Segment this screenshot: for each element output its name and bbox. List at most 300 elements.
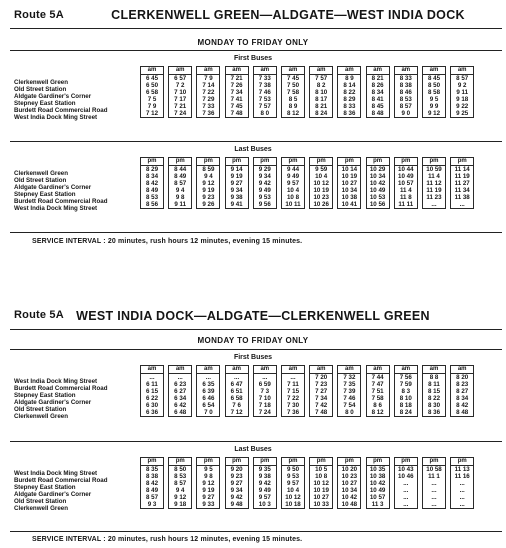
departure-time: 10 53 (369, 194, 386, 201)
last-buses-heading: Last Buses (234, 446, 272, 453)
departure-time: ... (290, 374, 296, 381)
am-pm-label: pm (254, 158, 276, 166)
departure-time: 7 57 (315, 75, 328, 82)
departure-time: 8 12 (286, 110, 300, 117)
departure-time: 9 57 (286, 180, 300, 187)
departure-time: 9 42 (258, 180, 271, 187)
stop-name: Burdett Road Commercial Road (14, 198, 108, 205)
departure-time: 9 14 (230, 166, 243, 173)
stop-name: West India Dock Ming Street (14, 470, 98, 477)
departure-time: 9 42 (258, 480, 271, 487)
departure-time: 8 22 (427, 395, 441, 402)
departure-time: 9 19 (202, 487, 215, 494)
departure-time: 7 46 (258, 89, 271, 96)
departure-time: 7 10 (258, 395, 271, 402)
time-column (281, 457, 305, 509)
stop-name: Stepney East Station (14, 392, 76, 399)
departure-time: 8 57 (174, 180, 187, 187)
departure-time: 8 53 (399, 96, 412, 103)
departure-time: 10 41 (341, 201, 358, 208)
departure-time: 8 57 (456, 75, 469, 82)
departure-time: 7 34 (230, 89, 243, 96)
departure-time: 9 22 (456, 103, 469, 110)
departure-time: 10 35 (369, 466, 386, 473)
departure-time: 7 35 (343, 381, 356, 388)
departure-time: 11 3 (371, 501, 384, 508)
departure-time: 8 29 (343, 96, 356, 103)
departure-time: 10 11 (285, 201, 301, 208)
am-pm-label: am (395, 366, 417, 374)
time-column (366, 66, 390, 118)
time-column (225, 157, 249, 209)
departure-time: 7 51 (371, 388, 384, 395)
departure-time: 7 14 (202, 82, 215, 89)
departure-time: 8 45 (427, 75, 441, 82)
time-column (422, 66, 446, 118)
departure-time: 7 33 (202, 103, 215, 110)
departure-time: 7 48 (315, 409, 328, 416)
stop-name: Burdett Road Commercial Road (14, 477, 108, 484)
departure-time: 8 15 (427, 388, 441, 395)
time-column (253, 66, 277, 118)
divider (10, 28, 502, 29)
am-pm-label: am (395, 67, 417, 75)
departure-time: 8 9 (288, 103, 298, 110)
departure-time: 6 36 (145, 409, 159, 416)
departure-time: ... (403, 480, 409, 487)
am-pm-label: pm (141, 458, 163, 466)
departure-time: 9 2 (457, 82, 467, 89)
time-column (168, 365, 192, 417)
departure-time: 8 45 (371, 103, 384, 110)
stop-name: Clerkenwell Green (14, 79, 68, 86)
am-pm-label: am (282, 67, 304, 75)
am-pm-label: am (451, 366, 473, 374)
time-column (225, 365, 249, 417)
departure-time: 8 30 (427, 402, 441, 409)
time-column (168, 457, 192, 509)
departure-time: 10 59 (426, 166, 442, 173)
departure-time: ... (403, 487, 409, 494)
departure-time: 7 41 (230, 96, 243, 103)
am-pm-label: pm (282, 158, 304, 166)
departure-time: ... (459, 494, 465, 501)
departure-time: 8 49 (174, 173, 187, 180)
departure-time: 7 36 (286, 409, 300, 416)
stop-list (14, 79, 140, 121)
departure-time: 8 27 (456, 388, 469, 395)
departure-time: ... (431, 201, 437, 208)
departure-time: ... (177, 374, 183, 381)
departure-time: 8 41 (371, 96, 384, 103)
time-column (225, 457, 249, 509)
departure-time: 7 3 (260, 388, 270, 395)
stop-name: Stepney East Station (14, 100, 76, 107)
stop-name: Stepney East Station (14, 191, 76, 198)
departure-time: 9 4 (175, 187, 185, 194)
departure-time: ... (459, 501, 465, 508)
am-pm-label: am (451, 67, 473, 75)
am-pm-label: pm (197, 458, 219, 466)
departure-time: 9 20 (230, 466, 243, 473)
departure-time: 9 49 (286, 173, 300, 180)
departure-time: 6 59 (258, 381, 271, 388)
time-column (450, 66, 474, 118)
departure-time: 8 58 (427, 89, 441, 96)
departure-time: 6 30 (145, 402, 159, 409)
departure-time: 6 57 (174, 75, 187, 82)
departure-time: 11 14 (454, 166, 470, 173)
departure-time: ... (149, 374, 155, 381)
departure-time: 9 11 (174, 201, 187, 208)
departure-time: 11 34 (454, 187, 470, 194)
departure-time: 8 56 (145, 201, 159, 208)
departure-time: 9 50 (286, 466, 300, 473)
time-column (168, 66, 192, 118)
departure-time: 9 25 (456, 110, 469, 117)
departure-time: 7 36 (202, 110, 215, 117)
departure-time: 7 29 (202, 96, 215, 103)
departure-time: 11 1 (428, 473, 440, 480)
departure-time: 9 56 (258, 201, 271, 208)
stop-name: Stepney East Station (14, 484, 76, 491)
departure-time: 9 9 (429, 103, 439, 110)
route-title: WEST INDIA DOCK—ALDGATE—CLERKENWELL GREEN (76, 309, 430, 323)
departure-time: 8 34 (456, 395, 469, 402)
departure-time: 8 42 (145, 480, 159, 487)
departure-time: 9 57 (258, 494, 271, 501)
departure-time: 9 53 (286, 473, 300, 480)
departure-time: 7 12 (145, 110, 159, 117)
am-pm-label: am (338, 366, 360, 374)
am-pm-label: pm (395, 458, 417, 466)
time-column (394, 157, 418, 209)
departure-time: ... (431, 487, 437, 494)
departure-time: 8 50 (174, 466, 187, 473)
departure-time: 7 12 (230, 409, 243, 416)
divider (10, 349, 502, 350)
departure-time: 8 57 (174, 480, 187, 487)
departure-time: 6 39 (202, 388, 215, 395)
departure-time: 9 19 (230, 173, 243, 180)
am-pm-label: pm (310, 458, 332, 466)
divider (10, 232, 502, 233)
am-pm-label: pm (226, 458, 248, 466)
departure-time: ... (459, 480, 465, 487)
divider (10, 329, 502, 330)
days-label: MONDAY TO FRIDAY ONLY (197, 336, 309, 345)
departure-time: 10 8 (286, 194, 300, 201)
departure-time: ... (234, 374, 240, 381)
departure-time: 10 44 (398, 166, 414, 173)
departure-time: 10 27 (313, 494, 329, 501)
time-column (337, 365, 361, 417)
departure-time: 8 2 (316, 82, 326, 89)
departure-time: 10 8 (315, 473, 328, 480)
departure-time: 9 5 (204, 466, 213, 473)
departure-time: 11 13 (454, 466, 470, 473)
departure-time: 9 0 (401, 110, 411, 117)
departure-time: 6 27 (174, 388, 187, 395)
departure-time: 7 2 (175, 82, 185, 89)
departure-time: 9 38 (230, 194, 243, 201)
departure-time: 10 57 (398, 180, 414, 187)
time-column (196, 457, 220, 509)
time-column (450, 157, 474, 209)
departure-time: 7 54 (343, 402, 356, 409)
stop-name: Clerkenwell Green (14, 505, 68, 512)
departure-time: 8 10 (399, 395, 412, 402)
departure-time: 7 9 (204, 75, 213, 82)
stop-name: Clerkenwell Green (14, 170, 68, 177)
departure-time: 8 35 (145, 466, 159, 473)
departure-time: 10 49 (369, 487, 386, 494)
departure-time: 11 4 (399, 187, 412, 194)
departure-time: 7 34 (315, 395, 328, 402)
departure-time: 7 45 (230, 103, 243, 110)
departure-time: 8 22 (343, 89, 356, 96)
am-pm-label: pm (367, 458, 389, 466)
departure-time: 6 48 (174, 409, 187, 416)
time-column (253, 457, 277, 509)
departure-time: 8 24 (315, 110, 328, 117)
departure-time: 10 56 (369, 201, 386, 208)
departure-time: 7 11 (287, 381, 299, 388)
time-column (422, 457, 446, 509)
time-column (337, 157, 361, 209)
departure-time: 8 57 (399, 103, 412, 110)
departure-time: 8 50 (427, 82, 441, 89)
departure-time: 7 18 (258, 402, 271, 409)
stop-name: Clerkenwell Green (14, 413, 68, 420)
route-label: Route 5A (14, 9, 64, 21)
departure-time: 9 27 (230, 480, 243, 487)
departure-time: 9 49 (258, 487, 271, 494)
am-pm-label: am (367, 366, 389, 374)
am-pm-label: pm (197, 158, 219, 166)
time-column (309, 66, 333, 118)
departure-time: 9 23 (230, 473, 243, 480)
departure-time: 9 26 (202, 201, 215, 208)
stop-name: Old Street Station (14, 177, 67, 184)
departure-time: 7 23 (315, 381, 328, 388)
first-buses-heading: First Buses (233, 354, 273, 361)
route-label: Route 5A (14, 309, 64, 321)
departure-time: 8 12 (371, 409, 384, 416)
departure-time: 10 12 (285, 494, 301, 501)
am-pm-label: am (282, 366, 304, 374)
am-pm-label: pm (169, 158, 191, 166)
time-column (366, 157, 390, 209)
stop-name: Old Street Station (14, 406, 67, 413)
time-column (309, 457, 333, 509)
departure-time: 8 5 (288, 96, 298, 103)
departure-time: 7 17 (174, 96, 187, 103)
am-pm-label: pm (367, 158, 389, 166)
departure-time: 8 18 (399, 402, 412, 409)
departure-time: 8 6 (373, 402, 382, 409)
departure-time: 7 24 (258, 409, 271, 416)
departure-time: 11 19 (426, 187, 442, 194)
stop-name: Aldgate Gardiner's Corner (14, 184, 92, 191)
time-column (422, 365, 446, 417)
am-pm-label: am (141, 67, 163, 75)
departure-time: 7 48 (230, 110, 243, 117)
departure-time: 9 18 (174, 501, 187, 508)
time-column (168, 157, 192, 209)
departure-time: 7 22 (286, 395, 300, 402)
departure-time: 10 12 (313, 180, 329, 187)
departure-time: 11 19 (454, 173, 470, 180)
am-pm-label: pm (169, 458, 191, 466)
departure-time: ... (431, 480, 437, 487)
time-column (309, 157, 333, 209)
departure-time: 10 34 (341, 187, 358, 194)
departure-time: 9 34 (230, 187, 243, 194)
stop-name: Burdett Road Commercial Road (14, 385, 108, 392)
departure-time: 9 12 (202, 180, 215, 187)
departure-time: 8 34 (145, 173, 159, 180)
departure-time: ... (431, 494, 437, 501)
departure-time: 9 3 (147, 501, 157, 508)
am-pm-label: pm (338, 458, 360, 466)
departure-time: 10 18 (285, 501, 301, 508)
departure-time: 10 19 (313, 487, 329, 494)
time-column (450, 457, 474, 509)
am-pm-label: pm (226, 158, 248, 166)
departure-time: 9 8 (204, 473, 213, 480)
departure-time: 7 32 (343, 374, 356, 381)
time-column (337, 457, 361, 509)
am-pm-label: am (254, 67, 276, 75)
departure-time: 10 42 (369, 480, 386, 487)
departure-time: 9 35 (258, 466, 271, 473)
time-column (394, 66, 418, 118)
departure-time: 10 49 (369, 187, 386, 194)
departure-time: 6 15 (145, 388, 159, 395)
departure-time: 9 49 (258, 187, 271, 194)
time-column (394, 457, 418, 509)
departure-time: 10 4 (286, 187, 300, 194)
time-column (140, 66, 164, 118)
departure-time: 6 42 (174, 402, 187, 409)
departure-time: 11 12 (426, 180, 442, 187)
am-pm-label: am (254, 366, 276, 374)
departure-time: 9 27 (202, 494, 215, 501)
time-column (281, 157, 305, 209)
am-pm-label: pm (451, 158, 473, 166)
timetable-clerkenwell-to-west-india-dock (0, 0, 506, 266)
service-interval: SERVICE INTERVAL : 20 minutes, rush hours 12 minutes, evening 15 minutes. (32, 238, 303, 245)
departure-time: 10 43 (398, 466, 414, 473)
stop-name: Aldgate Gardiner's Corner (14, 491, 92, 498)
departure-time: 6 58 (145, 89, 159, 96)
departure-time: 8 42 (456, 402, 469, 409)
departure-time: 7 44 (371, 374, 384, 381)
departure-time: ... (262, 374, 268, 381)
departure-time: 7 10 (174, 89, 187, 96)
departure-time: 8 0 (345, 409, 354, 416)
departure-time: 6 58 (230, 395, 243, 402)
stop-name: West India Dock Ming Street (14, 378, 98, 385)
departure-time: 10 49 (398, 173, 414, 180)
departure-time: 9 57 (286, 480, 300, 487)
departure-time: 8 42 (145, 180, 159, 187)
departure-time: 10 23 (313, 194, 329, 201)
departure-time: 10 46 (398, 473, 414, 480)
time-column (140, 457, 164, 509)
am-pm-label: am (423, 67, 445, 75)
am-pm-label: am (367, 67, 389, 75)
departure-time: 8 11 (428, 381, 440, 388)
departure-time: 6 11 (146, 381, 158, 388)
departure-time: 9 42 (230, 494, 243, 501)
departure-time: 8 24 (399, 409, 412, 416)
departure-time: 8 10 (315, 89, 328, 96)
departure-time: 8 48 (371, 110, 384, 117)
departure-time: 10 57 (369, 494, 386, 501)
time-column (394, 365, 418, 417)
stop-name: Aldgate Gardiner's Corner (14, 93, 92, 100)
departure-time: 10 34 (341, 487, 358, 494)
departure-time: 11 27 (454, 180, 470, 187)
departure-time: 10 4 (315, 173, 328, 180)
time-column (140, 365, 164, 417)
divider (10, 441, 502, 442)
departure-time: 8 0 (260, 110, 270, 117)
departure-time: 7 15 (286, 388, 300, 395)
departure-time: 7 24 (174, 110, 187, 117)
am-pm-label: pm (338, 158, 360, 166)
departure-time: 10 26 (313, 201, 329, 208)
divider (10, 50, 502, 51)
departure-time: 6 34 (174, 395, 187, 402)
departure-time: 8 36 (343, 110, 356, 117)
departure-time: 11 11 (398, 201, 414, 208)
departure-time: 7 30 (286, 402, 300, 409)
departure-time: ... (459, 201, 465, 208)
stop-name: Old Street Station (14, 498, 67, 505)
time-column (225, 66, 249, 118)
departure-time: 9 34 (230, 487, 243, 494)
departure-time: 9 34 (258, 173, 271, 180)
departure-time: 9 12 (174, 494, 187, 501)
departure-time: 7 39 (343, 388, 356, 395)
am-pm-label: am (141, 366, 163, 374)
am-pm-label: pm (310, 158, 332, 166)
departure-time: 6 22 (145, 395, 159, 402)
departure-time: ... (459, 487, 465, 494)
departure-time: 7 58 (371, 395, 384, 402)
departure-time: 10 3 (258, 501, 271, 508)
departure-time: 6 54 (202, 402, 215, 409)
am-pm-label: am (226, 366, 248, 374)
departure-time: 9 33 (202, 501, 215, 508)
departure-time: 6 35 (202, 381, 215, 388)
departure-time: 10 23 (341, 473, 358, 480)
departure-time: 8 33 (399, 75, 412, 82)
departure-time: 10 34 (369, 173, 386, 180)
departure-time: 11 4 (428, 173, 440, 180)
am-pm-label: am (226, 67, 248, 75)
time-column (253, 365, 277, 417)
departure-time: 8 9 (345, 75, 354, 82)
departure-time: 7 0 (204, 409, 213, 416)
departure-time: 6 46 (202, 395, 215, 402)
am-pm-label: am (197, 67, 219, 75)
time-column (281, 365, 305, 417)
departure-time: 9 12 (202, 480, 215, 487)
